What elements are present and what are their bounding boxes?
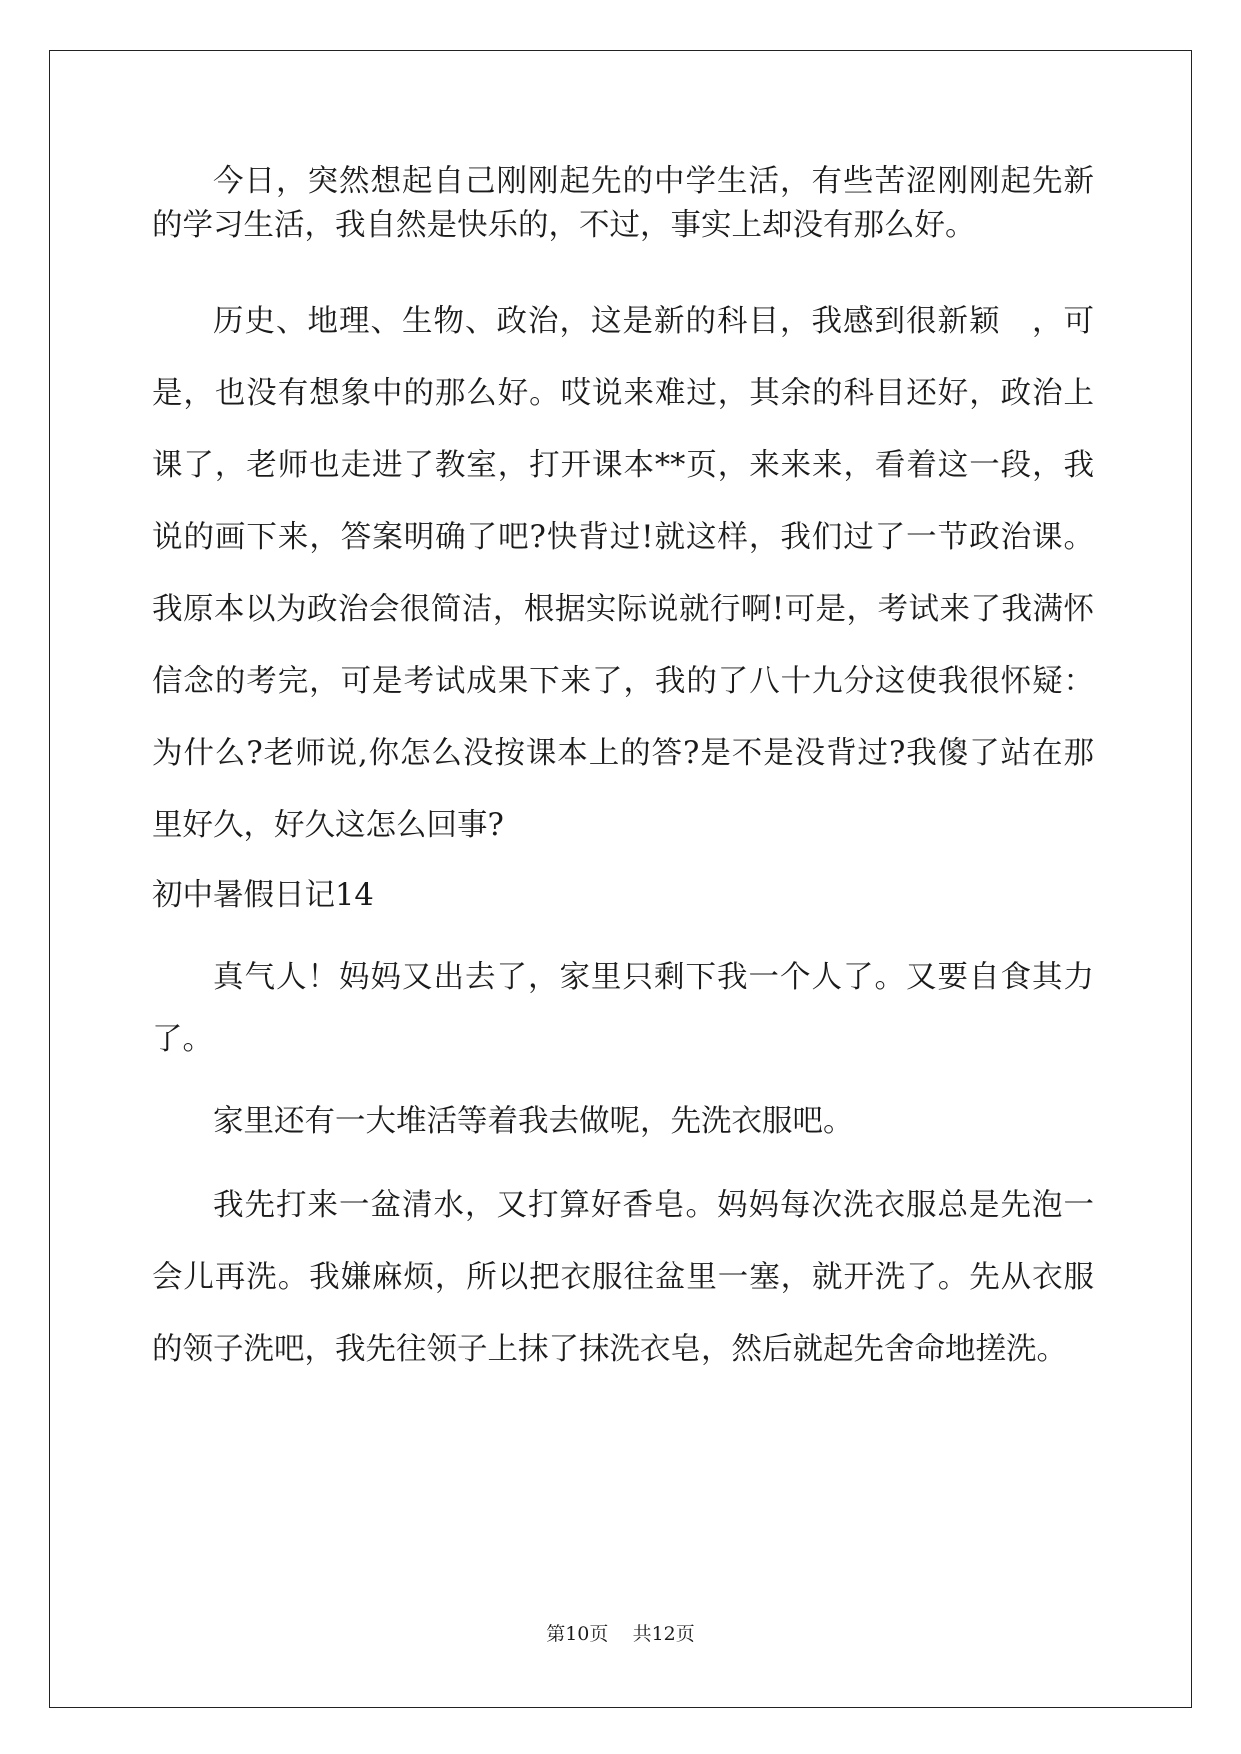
paragraph-line: 说的画下来，答案明确了吧?快背过!就这样，我们过了一节政治课。 <box>152 520 1094 555</box>
page-footer <box>0 1620 1241 1648</box>
paragraph-line: 会儿再洗。我嫌麻烦，所以把衣服往盆里一塞，就开洗了。先从衣服 <box>152 1260 1094 1295</box>
paragraph-line: 了。 <box>152 1022 213 1057</box>
paragraph-line: 的学习生活，我自然是快乐的，不过，事实上却没有那么好。 <box>152 208 976 243</box>
paragraph-line: 信念的考完，可是考试成果下来了，我的了八十九分这使我很怀疑： <box>152 664 1094 699</box>
paragraph-line: 我先打来一盆清水，又打算好香皂。妈妈每次洗衣服总是先泡一 <box>213 1188 1094 1223</box>
paragraph-line: 为什么?老师说,你怎么没按课本上的答?是不是没背过?我傻了站在那 <box>152 736 1094 771</box>
paragraph-line: 我原本以为政治会很简洁，根据实际说就行啊!可是，考试来了我满怀 <box>152 592 1094 627</box>
section-heading: 初中暑假日记14 <box>152 878 374 913</box>
paragraph-line: 历史、地理、生物、政治，这是新的科目，我感到很新颖 ，可 <box>213 304 1094 339</box>
paragraph-line: 是，也没有想象中的那么好。哎说来难过，其余的科目还好，政治上 <box>152 376 1094 411</box>
page-number: 第10页 <box>546 1623 609 1645</box>
total-pages: 共12页 <box>632 1623 695 1645</box>
paragraph-line: 里好久，好久这怎么回事? <box>152 808 504 843</box>
paragraph-line: 今日，突然想起自己刚刚起先的中学生活，有些苦涩刚刚起先新 <box>213 164 1094 199</box>
paragraph-line: 的领子洗吧，我先往领子上抹了抹洗衣皂，然后就起先舍命地搓洗。 <box>152 1332 1067 1367</box>
paragraph-line: 家里还有一大堆活等着我去做呢，先洗衣服吧。 <box>213 1104 854 1139</box>
paragraph-line: 真气人！妈妈又出去了，家里只剩下我一个人了。又要自食其力 <box>213 960 1094 995</box>
paragraph-line: 课了，老师也走进了教室，打开课本**页，来来来，看着这一段，我 <box>152 448 1094 483</box>
